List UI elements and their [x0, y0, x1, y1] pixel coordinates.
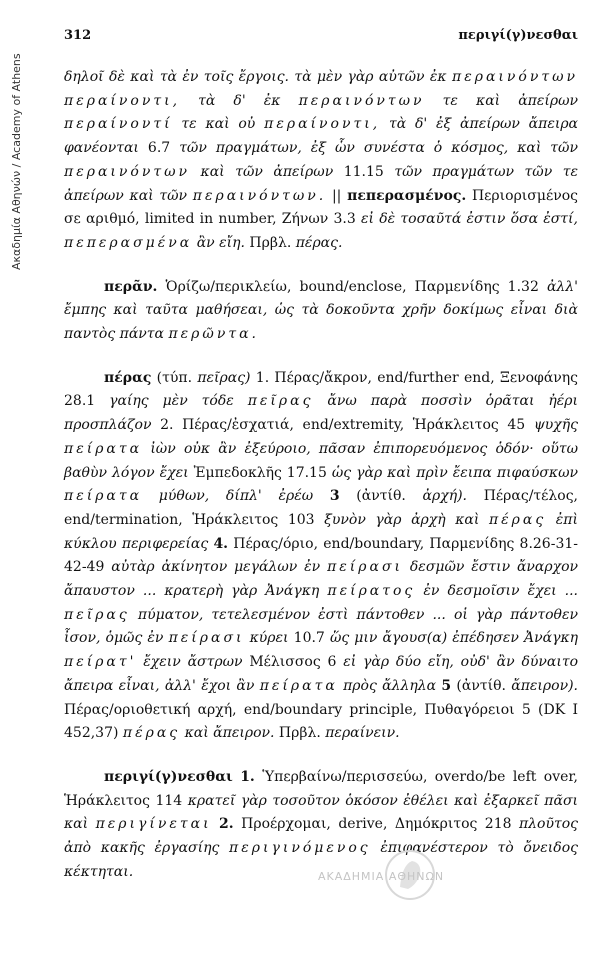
text-segment: τῶν πραγμάτων τῶν τε ἀπείρων καὶ τῶν: [64, 163, 579, 204]
text-segment: πείρατα: [259, 677, 338, 694]
text-segment: ἀλλ' ἔμπης καὶ ταῦτα μαθήσεαι, ὡς τὰ δοκοῦντα χρῆν δοκίμως εἶναι διὰ παντὸς πάντα: [64, 278, 579, 343]
running-head: περιγί(γ)νεσθαι: [458, 28, 578, 43]
sidebar-watermark: Ακαδημία Αθηνών / Academy of Athens: [10, 53, 23, 270]
text-segment: περαίνειν.: [325, 725, 400, 742]
text-segment: γαίης μὲν τόδε: [109, 393, 234, 410]
text-segment: Πέρας/οριοθετική αρχή, end/boundary principle, Πυθαγόρειοι 5 (DK I 452,37): [64, 701, 578, 742]
text-segment: πέρας: [488, 511, 547, 528]
text-segment: Πέρας/τέλος, end/termination, Ἡράκλειτος 103: [64, 488, 578, 528]
text-segment: Ἐμπεδοκλῆς 17.15: [193, 464, 327, 481]
text-segment: Ὁρίζω/περικλείω, bound/enclose, Παρμενίδης 1.32: [165, 278, 539, 295]
entry-continuation: [64, 66, 578, 256]
text-segment: (τύπ.: [156, 369, 193, 386]
text-segment: εἰ δὲ τοσαῦτά ἐστιν ὅσα ἐστί,: [361, 211, 578, 228]
text-segment: Πέρας/όριο, end/boundary, Παρμενίδης 8.26-31-42-49: [64, 535, 578, 576]
text-segment: περῶντα.: [168, 326, 259, 343]
text-segment: πέρας: [122, 725, 181, 742]
text-segment: ὥς μιν ἄγουσ(α) ἐπέδησεν Ἀνάγκη: [329, 630, 579, 647]
text-segment: αὐτὰρ ἀκίνητον μεγάλων ἐν: [111, 559, 321, 576]
text-segment: τε καὶ οὐ: [181, 116, 256, 133]
text-segment: πεπερασμένα: [64, 234, 193, 251]
text-segment: 3: [329, 488, 340, 505]
text-segment: τὰ δ' ἐκ: [198, 92, 281, 109]
text-segment: πείρατ': [64, 654, 137, 671]
entry-peran: [64, 276, 578, 347]
text-segment: πύματον, τετελεσμένον ἐστὶ πάντοθεν ... οἱ γὰρ πάντοθεν ἶσον, ὁμῶς ἐν: [64, 606, 579, 647]
text-segment: ψυχῆς: [533, 417, 579, 434]
text-segment: (ἀντίθ.: [456, 677, 506, 694]
text-segment: πρὸς ἄλληλα: [343, 677, 437, 694]
text-segment: ἄπειρον).: [511, 677, 579, 694]
text-segment: Περιορισμένος σε αριθμό, limited in number, Ζήνων 3.3: [64, 187, 578, 228]
text-segment: πείρατα: [64, 488, 143, 505]
text-segment: πείρατος: [327, 583, 416, 600]
text-segment: Μέλισσος 6: [249, 654, 337, 671]
text-segment: πεῖρας: [64, 606, 130, 623]
text-segment: ξυνὸν γὰρ ἀρχὴ καὶ: [324, 511, 480, 528]
text-segment: Πρβλ.: [278, 725, 321, 742]
text-segment: 4.: [213, 535, 229, 552]
text-segment: ἔχειν ἄστρων: [143, 654, 243, 671]
text-segment: πέρας.: [295, 234, 343, 251]
text-segment: περαινόντων.: [192, 187, 327, 204]
dictionary-text: [64, 66, 578, 905]
text-segment: καὶ τῶν ἀπείρων: [200, 163, 334, 180]
headword-peperasmenos: πεπερασμένος.: [347, 187, 467, 204]
text-segment: περαίνοντί: [64, 116, 173, 133]
text-segment: τὰ δ' ἐξ ἀπείρων ἄπειρα φανέονται: [64, 116, 579, 157]
text-segment: περαινόντων περαίνοντι,: [64, 69, 579, 109]
text-segment: ἰὼν οὐκ ἂν ἐξεύροιο, πᾶσαν ἐπιπορευόμενος ὁδόν· οὕτω βαθὺν λόγον ἔχει: [64, 440, 579, 481]
text-segment: Προέρχομαι, derive, Δημόκριτος 218: [241, 816, 512, 833]
text-segment: ἐπὶ κύκλου περιφερείας: [64, 511, 578, 552]
text-segment: πείρατα: [64, 440, 143, 457]
text-segment: πλοῦτος ἀπὸ κακῆς ἐργασίης: [64, 816, 579, 857]
page-header: [64, 28, 578, 48]
text-segment: εἰ γὰρ δύο εἴη, οὐδ' ἂν δύναιτο ἄπειρα εἶναι, ἀλλ' ἔχοι ἂν: [64, 654, 579, 694]
text-segment: 5: [441, 677, 452, 694]
text-segment: 1.: [240, 768, 255, 785]
text-segment: πεῖρας): [197, 369, 251, 386]
text-segment: μύθων, δίπλ' ἐρέω: [158, 488, 314, 505]
text-segment: δεσμῶν ἔστιν ἄναρχον ἄπαυστον ... κρατερὴ γὰρ Ἀνάγκη: [64, 559, 579, 600]
text-segment: 2. Πέρας/ἐσχατιά, end/extremity, Ἡράκλειτος 45: [160, 417, 526, 434]
text-segment: ||: [331, 187, 342, 204]
text-segment: κρατεῖ γὰρ τοσοῦτον ὁκόσον ἐθέλει καὶ ἐξαρκεῖ πᾶσι καὶ: [64, 792, 579, 833]
headword-peran: περᾶν.: [104, 278, 158, 295]
text-segment: δηλοῖ δὲ καὶ τὰ ἐν τοῖς ἔργοις. τὰ μὲν γὰρ αὐτῶν ἐκ: [64, 69, 447, 85]
text-segment: 1. Πέρας/ἄκρον, end/further end, Ξενοφάνης 28.1: [64, 369, 579, 410]
academy-watermark: ΑΚΑΔΗΜΙΑ ΑΘΗΝΩΝ: [318, 870, 445, 883]
text-segment: πείρασι: [168, 630, 245, 647]
text-segment: ἀρχή).: [422, 488, 467, 505]
text-segment: ἄνω παρὰ ποσσὶν ὁρᾶται ἠέρι προσπλάζον: [64, 393, 578, 434]
page-number: 312: [64, 28, 92, 43]
text-segment: πείρασι: [327, 559, 403, 576]
text-segment: ἐπιφανέστερον τὸ ὄνειδος κέκτηται.: [64, 840, 578, 880]
text-segment: περαίνοντι,: [264, 116, 381, 133]
text-segment: καὶ ἄπειρον.: [184, 725, 275, 742]
text-segment: 10.7: [293, 630, 325, 647]
text-segment: 6.7: [147, 140, 171, 157]
text-segment: ἂν εἴη.: [196, 234, 245, 251]
headword-perigignesthai: περιγί(γ)νεσθαι: [104, 768, 233, 785]
entry-perigignesthai: [64, 766, 578, 885]
text-segment: πεῖρας: [247, 393, 314, 410]
entry-peras: [64, 367, 578, 746]
text-segment: 2.: [219, 816, 234, 833]
text-segment: περιγινόμενος: [229, 840, 371, 857]
text-segment: ὡς γὰρ καὶ πρὶν ἔειπα πιφαύσκων: [331, 464, 578, 481]
text-segment: τῶν πραγμάτων, ἐξ ὧν συνέστα ὁ κόσμος, καὶ τῶν: [179, 140, 578, 157]
text-segment: περαινόντων: [298, 92, 425, 109]
text-segment: τε καὶ ἀπείρων: [442, 92, 579, 109]
text-segment: 11.15: [343, 163, 384, 180]
text-segment: ἐν δεσμοῖσιν ἔχει ...: [423, 583, 579, 600]
headword-peras: πέρας: [104, 369, 152, 386]
text-segment: περαινόντων: [64, 163, 191, 180]
text-segment: Ὑπερβαίνω/περισσεύω, overdo/be left over, Ἡράκλειτος 114: [64, 768, 579, 809]
text-segment: (ἀντίθ.: [356, 488, 406, 505]
text-segment: κύρει: [249, 630, 289, 647]
text-segment: περιγίνεται: [95, 816, 212, 833]
text-segment: Πρβλ.: [249, 234, 292, 251]
